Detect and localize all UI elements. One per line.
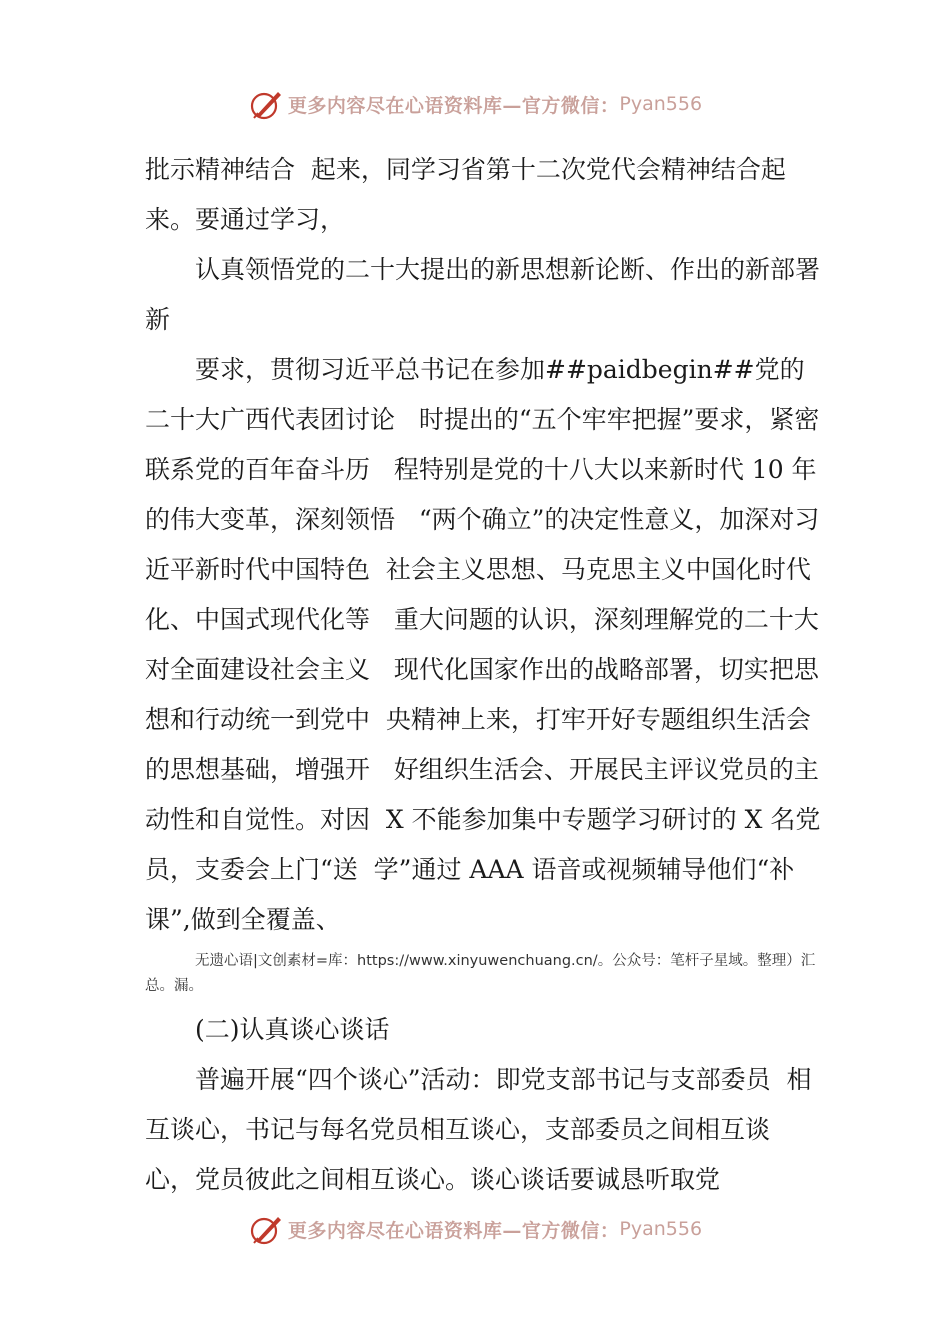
- header-banner: [0, 84, 950, 124]
- banner-wechat-id: Pyan556: [619, 1218, 703, 1240]
- source-note: 无遗心语|文创素材=库：https://www.xinyuwenchuang.cn/。公众号：笔杆子星域。整理）汇总。漏。: [145, 953, 816, 994]
- paragraph-3: 要求，贯彻习近平总书记在参加##paidbegin##党的二十大广西代表团讨论 时提出的“五个牢牢把握”要求，紧密联系党的百年奋斗历 程特别是党的十八大以来新时代 10 年的伟大变革，深刻领悟 “两个确立”的决定性意义，加深对习近平新时代中国特色 社会主义思想、马克思主义中国化时代化、中国式现代化等 重大问题的认识，深刻理解党的二十大对全面建设社会主义 现代化国家作出的战略部署，切实把思想和行动统一到党中 央精神上来，打牢开好专题组织生活会的思想基础，增强开 好组织生活会、开展民主评议党员的主动性和自觉性。对因 X 不能参加集中专题学习研讨的 X 名党员，支委会上门“送 学”通过 AAA 语音或视频辅导他们“补课”,做到全覆盖、: [145, 355, 821, 934]
- paragraph-1: 批示精神结合 起来，同学习省第十二次党代会精神结合起来。要通过学习，: [145, 155, 786, 234]
- paragraph-4: 普遍开展“四个谈心”活动：即党支部书记与支部委员 相互谈心，书记与每名党员相互谈心，支部委员之间相互谈 心，党员彼此之间相互谈心。谈心谈话要诚恳听取党: [145, 1065, 812, 1194]
- quill-pen-logo-icon: [248, 1211, 284, 1247]
- quill-pen-logo-icon: [248, 86, 284, 122]
- paragraph-2: 认真领悟党的二十大提出的新思想新论断、作出的新部署新: [145, 255, 821, 334]
- section-heading: (二)认真谈心谈话: [195, 1015, 390, 1044]
- document-body: [145, 145, 825, 1205]
- footer-banner: [0, 1209, 950, 1249]
- banner-text: 更多内容尽在心语资料库—官方微信：: [287, 94, 620, 117]
- banner-wechat-id: Pyan556: [619, 93, 703, 115]
- banner-text: 更多内容尽在心语资料库—官方微信：: [287, 1219, 620, 1242]
